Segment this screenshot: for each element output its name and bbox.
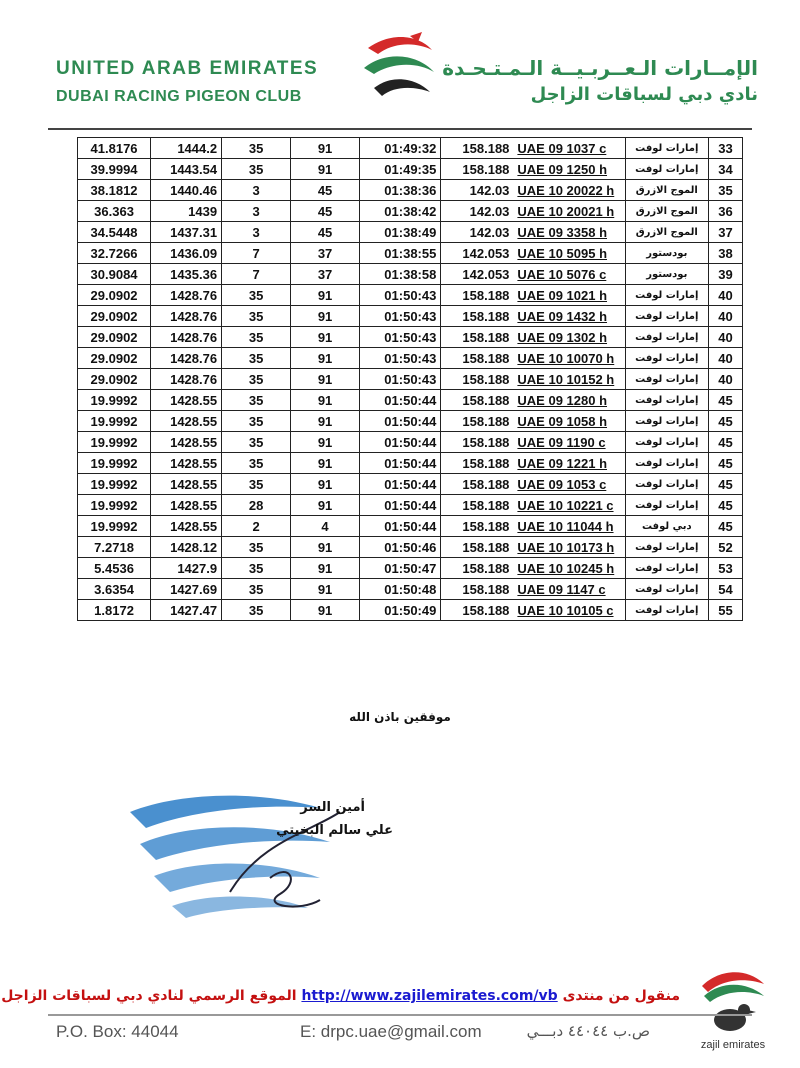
table-row (78, 201, 743, 222)
loft-name-cell: إمارات لوفت (625, 600, 708, 621)
position-cell: 45 (708, 411, 742, 432)
distance-cell: 158.188 (441, 411, 514, 432)
loft-name-cell: إمارات لوفت (625, 348, 708, 369)
speed-cell: 1427.47 (151, 600, 222, 621)
position-cell: 36 (708, 201, 742, 222)
table-row (78, 159, 743, 180)
position-cell: 55 (708, 600, 742, 621)
table-row (78, 348, 743, 369)
total-count-cell: 91 (291, 537, 360, 558)
coefficient-cell: 34.5448 (78, 222, 151, 243)
ring-number-cell: UAE 10 10221 c (513, 495, 625, 516)
speed-cell: 1437.31 (151, 222, 222, 243)
total-count-cell: 45 (291, 201, 360, 222)
forum-link[interactable]: http://www.zajilemirates.com/vb (301, 988, 558, 1004)
table-row (78, 306, 743, 327)
loft-name-cell: بودستور (625, 243, 708, 264)
speed-cell: 1427.9 (151, 558, 222, 579)
coefficient-cell: 32.7266 (78, 243, 151, 264)
club-logo-icon (360, 28, 442, 110)
table-row (78, 327, 743, 348)
ring-number-cell: UAE 10 10173 h (513, 537, 625, 558)
entered-count-cell: 28 (222, 495, 291, 516)
position-cell: 54 (708, 579, 742, 600)
entered-count-cell: 3 (222, 180, 291, 201)
speed-cell: 1428.76 (151, 285, 222, 306)
secretary-name: علي سالم البخيتي (276, 823, 393, 838)
loft-name-cell: إمارات لوفت (625, 453, 708, 474)
table-row (78, 516, 743, 537)
speed-cell: 1428.55 (151, 411, 222, 432)
ring-number-cell: UAE 10 5095 h (513, 243, 625, 264)
flight-time-cell: 01:50:44 (360, 453, 441, 474)
distance-cell: 158.188 (441, 390, 514, 411)
flight-time-cell: 01:49:32 (360, 138, 441, 159)
total-count-cell: 91 (291, 159, 360, 180)
flight-time-cell: 01:50:43 (360, 285, 441, 306)
total-count-cell: 91 (291, 579, 360, 600)
distance-cell: 158.188 (441, 600, 514, 621)
position-cell: 45 (708, 390, 742, 411)
entered-count-cell: 35 (222, 369, 291, 390)
flight-time-cell: 01:38:58 (360, 264, 441, 285)
ring-number-cell: UAE 09 1432 h (513, 306, 625, 327)
loft-name-cell: إمارات لوفت (625, 306, 708, 327)
flight-time-cell: 01:50:43 (360, 348, 441, 369)
total-count-cell: 37 (291, 264, 360, 285)
ring-number-cell: UAE 09 1221 h (513, 453, 625, 474)
loft-name-cell: إمارات لوفت (625, 159, 708, 180)
entered-count-cell: 35 (222, 432, 291, 453)
loft-name-cell: دبي لوفت (625, 516, 708, 537)
coefficient-cell: 19.9992 (78, 390, 151, 411)
entered-count-cell: 35 (222, 138, 291, 159)
entered-count-cell: 35 (222, 579, 291, 600)
position-cell: 45 (708, 516, 742, 537)
header-english (56, 58, 318, 106)
results-table-body (78, 138, 743, 621)
table-row (78, 579, 743, 600)
loft-name-cell: إمارات لوفت (625, 579, 708, 600)
loft-name-cell: إمارات لوفت (625, 558, 708, 579)
coefficient-cell: 19.9992 (78, 495, 151, 516)
table-row (78, 558, 743, 579)
speed-cell: 1436.09 (151, 243, 222, 264)
position-cell: 40 (708, 348, 742, 369)
ring-number-cell: UAE 10 11044 h (513, 516, 625, 537)
ring-number-cell: UAE 09 3358 h (513, 222, 625, 243)
flight-time-cell: 01:38:42 (360, 201, 441, 222)
loft-name-cell: إمارات لوفت (625, 411, 708, 432)
flight-time-cell: 01:50:44 (360, 411, 441, 432)
entered-count-cell: 35 (222, 474, 291, 495)
entered-count-cell: 35 (222, 159, 291, 180)
distance-cell: 158.188 (441, 558, 514, 579)
entered-count-cell: 7 (222, 264, 291, 285)
table-row (78, 453, 743, 474)
total-count-cell: 91 (291, 558, 360, 579)
entered-count-cell: 35 (222, 600, 291, 621)
coefficient-cell: 39.9994 (78, 159, 151, 180)
flight-time-cell: 01:50:48 (360, 579, 441, 600)
distance-cell: 142.03 (441, 180, 514, 201)
flight-time-cell: 01:50:43 (360, 327, 441, 348)
loft-name-cell: إمارات لوفت (625, 138, 708, 159)
coefficient-cell: 5.4536 (78, 558, 151, 579)
ring-number-cell: UAE 09 1058 h (513, 411, 625, 432)
speed-cell: 1428.76 (151, 348, 222, 369)
ring-number-cell: UAE 10 10105 c (513, 600, 625, 621)
loft-name-cell: إمارات لوفت (625, 474, 708, 495)
ring-number-cell: UAE 09 1037 c (513, 138, 625, 159)
total-count-cell: 91 (291, 327, 360, 348)
position-cell: 40 (708, 369, 742, 390)
entered-count-cell: 3 (222, 201, 291, 222)
country-name-ar: الإمــارات الـعــربـيــة الـمـتـحـدة (442, 56, 758, 80)
flight-time-cell: 01:50:44 (360, 495, 441, 516)
total-count-cell: 91 (291, 138, 360, 159)
country-name-en: UNITED ARAB EMIRATES (56, 58, 319, 79)
position-cell: 52 (708, 537, 742, 558)
flight-time-cell: 01:38:36 (360, 180, 441, 201)
flight-time-cell: 01:50:46 (360, 537, 441, 558)
coefficient-cell: 1.8172 (78, 600, 151, 621)
distance-cell: 158.188 (441, 516, 514, 537)
total-count-cell: 91 (291, 432, 360, 453)
table-row (78, 285, 743, 306)
speed-cell: 1439 (151, 201, 222, 222)
distance-cell: 158.188 (441, 159, 514, 180)
ring-number-cell: UAE 10 10245 h (513, 558, 625, 579)
speed-cell: 1428.55 (151, 453, 222, 474)
table-row (78, 369, 743, 390)
loft-name-cell: بودستور (625, 264, 708, 285)
position-cell: 33 (708, 138, 742, 159)
entered-count-cell: 35 (222, 285, 291, 306)
speed-cell: 1428.55 (151, 495, 222, 516)
distance-cell: 158.188 (441, 537, 514, 558)
po-box: P.O. Box: 44044 (56, 1022, 179, 1041)
coefficient-cell: 41.8176 (78, 138, 151, 159)
flight-time-cell: 01:50:43 (360, 369, 441, 390)
distance-cell: 158.188 (441, 579, 514, 600)
ring-number-cell: UAE 09 1053 c (513, 474, 625, 495)
position-cell: 38 (708, 243, 742, 264)
flight-time-cell: 01:38:49 (360, 222, 441, 243)
total-count-cell: 91 (291, 285, 360, 306)
flight-time-cell: 01:38:55 (360, 243, 441, 264)
table-row (78, 537, 743, 558)
ring-number-cell: UAE 09 1280 h (513, 390, 625, 411)
coefficient-cell: 19.9992 (78, 516, 151, 537)
position-cell: 45 (708, 495, 742, 516)
total-count-cell: 91 (291, 474, 360, 495)
entered-count-cell: 35 (222, 411, 291, 432)
ring-number-cell: UAE 09 1147 c (513, 579, 625, 600)
ring-number-cell: UAE 10 10070 h (513, 348, 625, 369)
signature-block (265, 800, 393, 838)
distance-cell: 142.053 (441, 243, 514, 264)
speed-cell: 1428.76 (151, 327, 222, 348)
coefficient-cell: 19.9992 (78, 432, 151, 453)
loft-name-cell: إمارات لوفت (625, 432, 708, 453)
distance-cell: 158.188 (441, 285, 514, 306)
coefficient-cell: 19.9992 (78, 474, 151, 495)
header-arabic (442, 56, 758, 105)
secretary-title: أمين السر (300, 800, 365, 815)
entered-count-cell: 2 (222, 516, 291, 537)
position-cell: 37 (708, 222, 742, 243)
position-cell: 35 (708, 180, 742, 201)
entered-count-cell: 35 (222, 453, 291, 474)
speed-cell: 1440.46 (151, 180, 222, 201)
flight-time-cell: 01:50:49 (360, 600, 441, 621)
flight-time-cell: 01:50:43 (360, 306, 441, 327)
table-row (78, 243, 743, 264)
entered-count-cell: 35 (222, 558, 291, 579)
coefficient-cell: 30.9084 (78, 264, 151, 285)
total-count-cell: 91 (291, 369, 360, 390)
po-box-arabic: ص.ب ٤٤٠٤٤ دبـــي (526, 1022, 650, 1040)
coefficient-cell: 29.0902 (78, 285, 151, 306)
flight-time-cell: 01:50:44 (360, 516, 441, 537)
table-row (78, 495, 743, 516)
distance-cell: 142.053 (441, 264, 514, 285)
loft-name-cell: الموج الازرق (625, 201, 708, 222)
coefficient-cell: 29.0902 (78, 348, 151, 369)
email-address: E: drpc.uae@gmail.com (300, 1022, 482, 1041)
distance-cell: 158.188 (441, 138, 514, 159)
ring-number-cell: UAE 09 1302 h (513, 327, 625, 348)
speed-cell: 1444.2 (151, 138, 222, 159)
coefficient-cell: 3.6354 (78, 579, 151, 600)
flight-time-cell: 01:50:44 (360, 390, 441, 411)
flight-time-cell: 01:50:44 (360, 432, 441, 453)
speed-cell: 1428.76 (151, 369, 222, 390)
total-count-cell: 45 (291, 180, 360, 201)
footer-suffix: الموقع الرسمي لنادي دبي لسباقات الزاجل (1, 988, 297, 1004)
footer-prefix: منقول من منتدى (562, 988, 680, 1004)
club-name-en: DUBAI RACING PIGEON CLUB (56, 88, 302, 105)
results-table (77, 137, 743, 621)
position-cell: 40 (708, 285, 742, 306)
total-count-cell: 37 (291, 243, 360, 264)
distance-cell: 158.188 (441, 432, 514, 453)
flight-time-cell: 01:49:35 (360, 159, 441, 180)
speed-cell: 1428.12 (151, 537, 222, 558)
speed-cell: 1428.55 (151, 432, 222, 453)
speed-cell: 1427.69 (151, 579, 222, 600)
total-count-cell: 91 (291, 348, 360, 369)
flight-time-cell: 01:50:47 (360, 558, 441, 579)
distance-cell: 142.03 (441, 201, 514, 222)
coefficient-cell: 29.0902 (78, 327, 151, 348)
entered-count-cell: 3 (222, 222, 291, 243)
loft-name-cell: إمارات لوفت (625, 369, 708, 390)
loft-name-cell: الموج الازرق (625, 180, 708, 201)
total-count-cell: 91 (291, 600, 360, 621)
position-cell: 45 (708, 474, 742, 495)
loft-name-cell: الموج الازرق (625, 222, 708, 243)
table-row (78, 222, 743, 243)
entered-count-cell: 35 (222, 306, 291, 327)
total-count-cell: 45 (291, 222, 360, 243)
speed-cell: 1443.54 (151, 159, 222, 180)
loft-name-cell: إمارات لوفت (625, 327, 708, 348)
ring-number-cell: UAE 10 20021 h (513, 201, 625, 222)
ring-number-cell: UAE 10 5076 c (513, 264, 625, 285)
speed-cell: 1428.76 (151, 306, 222, 327)
table-row (78, 390, 743, 411)
speed-cell: 1428.55 (151, 390, 222, 411)
entered-count-cell: 7 (222, 243, 291, 264)
total-count-cell: 91 (291, 390, 360, 411)
speed-cell: 1435.36 (151, 264, 222, 285)
footer-source-line (1, 988, 680, 1004)
position-cell: 39 (708, 264, 742, 285)
table-row (78, 180, 743, 201)
coefficient-cell: 29.0902 (78, 306, 151, 327)
loft-name-cell: إمارات لوفت (625, 285, 708, 306)
position-cell: 53 (708, 558, 742, 579)
total-count-cell: 91 (291, 495, 360, 516)
entered-count-cell: 35 (222, 390, 291, 411)
coefficient-cell: 38.1812 (78, 180, 151, 201)
position-cell: 40 (708, 327, 742, 348)
table-row (78, 600, 743, 621)
distance-cell: 142.03 (441, 222, 514, 243)
distance-cell: 158.188 (441, 495, 514, 516)
table-row (78, 264, 743, 285)
distance-cell: 158.188 (441, 369, 514, 390)
ring-number-cell: UAE 10 10152 h (513, 369, 625, 390)
table-row (78, 474, 743, 495)
position-cell: 40 (708, 306, 742, 327)
total-count-cell: 91 (291, 411, 360, 432)
speed-cell: 1428.55 (151, 474, 222, 495)
coefficient-cell: 19.9992 (78, 453, 151, 474)
entered-count-cell: 35 (222, 327, 291, 348)
ring-number-cell: UAE 10 20022 h (513, 180, 625, 201)
total-count-cell: 91 (291, 453, 360, 474)
speed-cell: 1428.55 (151, 516, 222, 537)
closing-message: موفقين باذن الله (349, 710, 451, 724)
distance-cell: 158.188 (441, 453, 514, 474)
entered-count-cell: 35 (222, 348, 291, 369)
table-row (78, 432, 743, 453)
zajil-logo-text: zajil emirates (700, 1039, 766, 1051)
distance-cell: 158.188 (441, 474, 514, 495)
ring-number-cell: UAE 09 1021 h (513, 285, 625, 306)
distance-cell: 158.188 (441, 348, 514, 369)
coefficient-cell: 7.2718 (78, 537, 151, 558)
position-cell: 45 (708, 432, 742, 453)
distance-cell: 158.188 (441, 306, 514, 327)
total-count-cell: 91 (291, 306, 360, 327)
entered-count-cell: 35 (222, 537, 291, 558)
loft-name-cell: إمارات لوفت (625, 495, 708, 516)
table-row (78, 411, 743, 432)
distance-cell: 158.188 (441, 327, 514, 348)
coefficient-cell: 36.363 (78, 201, 151, 222)
club-name-ar: نادي دبي لسباقات الزاجل (530, 84, 758, 105)
loft-name-cell: إمارات لوفت (625, 537, 708, 558)
position-cell: 45 (708, 453, 742, 474)
flight-time-cell: 01:50:44 (360, 474, 441, 495)
total-count-cell: 4 (291, 516, 360, 537)
loft-name-cell: إمارات لوفت (625, 390, 708, 411)
zajil-emirates-logo-icon (694, 962, 772, 1052)
coefficient-cell: 29.0902 (78, 369, 151, 390)
header-divider (48, 128, 752, 130)
coefficient-cell: 19.9992 (78, 411, 151, 432)
ring-number-cell: UAE 09 1250 h (513, 159, 625, 180)
table-row (78, 138, 743, 159)
ring-number-cell: UAE 09 1190 c (513, 432, 625, 453)
position-cell: 34 (708, 159, 742, 180)
footer-divider (48, 1014, 752, 1016)
